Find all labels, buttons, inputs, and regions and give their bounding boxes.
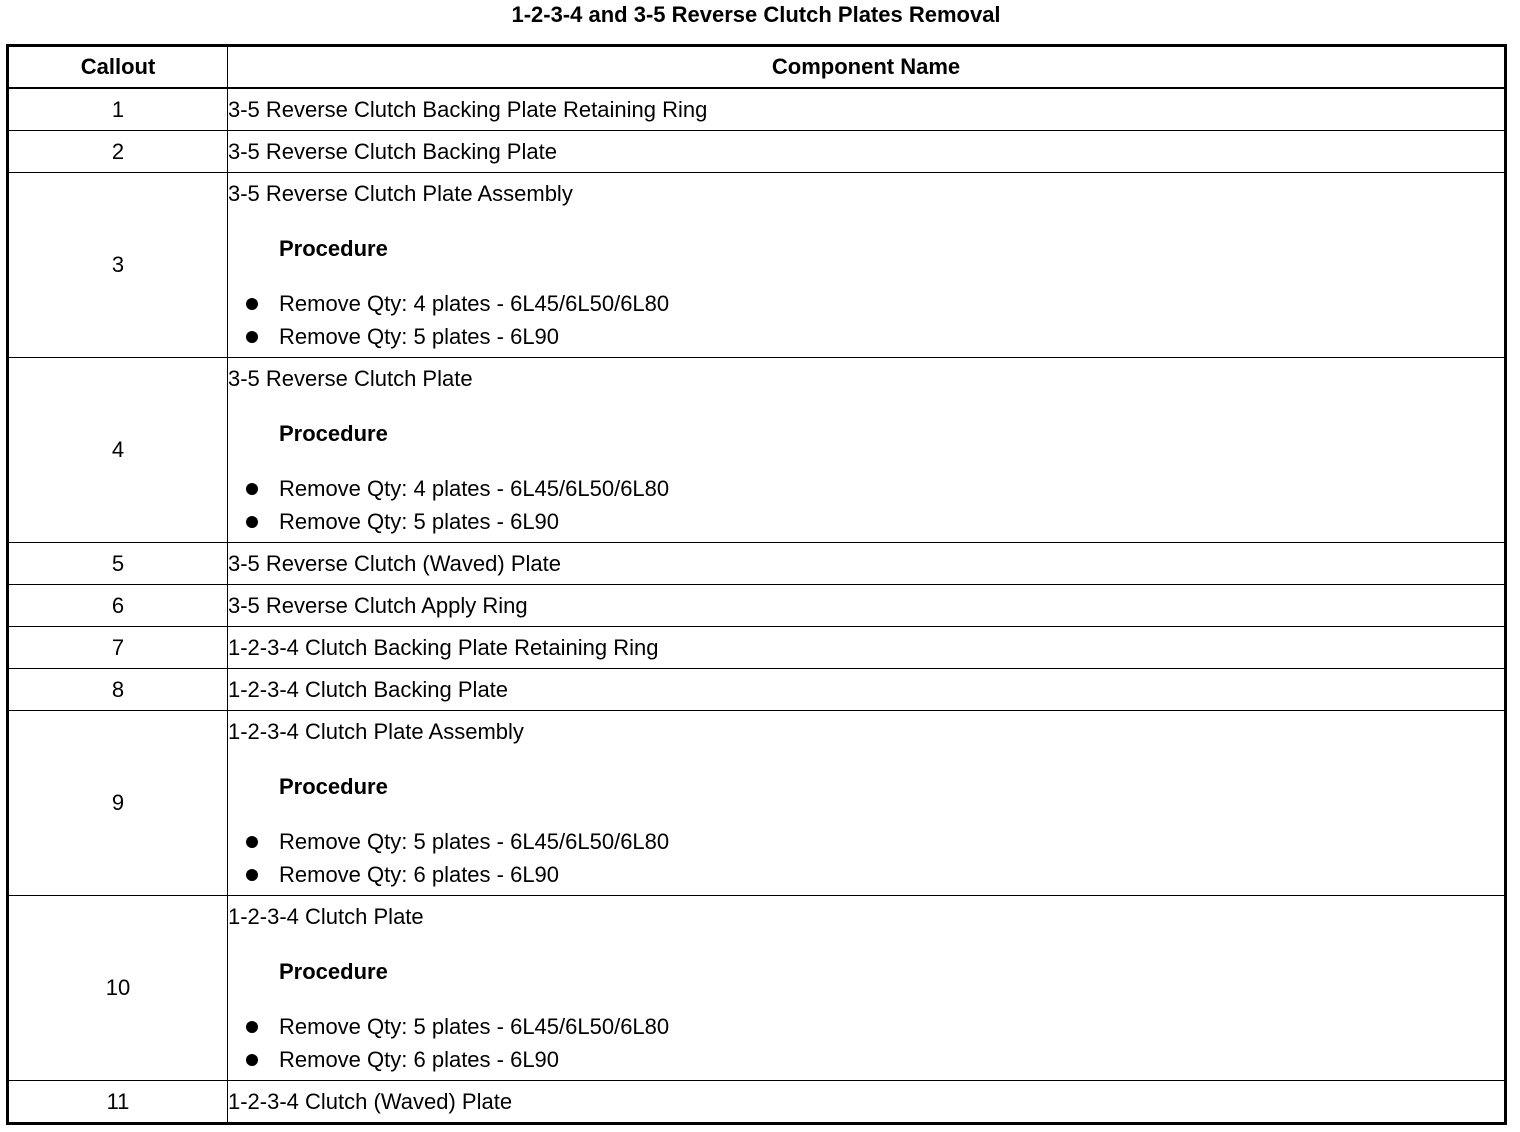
callout-cell: 3 [8,173,228,358]
component-name-cell: 3-5 Reverse Clutch Backing Plate Retaining Ring [228,88,1506,131]
callout-cell: 1 [8,88,228,131]
bullet-icon [246,1021,258,1033]
component-name: 3-5 Reverse Clutch Plate [228,366,473,391]
table-row [8,585,1506,627]
procedure-item-text: Remove Qty: 5 plates - 6L90 [279,509,560,534]
table-row [8,131,1506,173]
component-name-cell: 1-2-3-4 Clutch Backing Plate [228,669,1506,711]
procedure-heading: Procedure [279,236,388,261]
procedure-item [228,476,669,509]
table-row [8,1081,1506,1124]
callout-cell: 5 [8,543,228,585]
table-header-row [8,46,1506,89]
procedure-item-text: Remove Qty: 4 plates - 6L45/6L50/6L80 [279,476,670,501]
bullet-icon [246,298,258,310]
procedure-item-text: Remove Qty: 6 plates - 6L90 [279,1047,560,1072]
procedure-item-text: Remove Qty: 5 plates - 6L90 [279,324,560,349]
procedure-heading: Procedure [279,959,388,984]
callout-cell: 7 [8,627,228,669]
table-row [8,543,1506,585]
bullet-icon [246,1054,258,1066]
component-name-cell: 3-5 Reverse Clutch Backing Plate [228,131,1506,173]
procedure-item [228,324,669,357]
procedure-item-text: Remove Qty: 6 plates - 6L90 [279,862,560,887]
callout-cell: 10 [8,896,228,1081]
procedure-list [228,1014,669,1080]
bullet-icon [246,331,258,343]
callout-cell: 11 [8,1081,228,1124]
procedure-list [228,291,669,357]
procedure-item [228,1014,669,1047]
component-name-cell: 1-2-3-4 Clutch Backing Plate Retaining Ring [228,627,1506,669]
procedure-heading: Procedure [279,774,388,799]
table-row [8,896,1506,1081]
callout-cell: 4 [8,358,228,543]
table-row [8,627,1506,669]
callout-cell: 6 [8,585,228,627]
procedure-list [228,476,669,542]
table-row [8,711,1506,896]
component-name-cell [228,711,1506,896]
bullet-icon [246,483,258,495]
table-row [8,173,1506,358]
callout-column-header: Callout [8,46,228,89]
procedure-item-text: Remove Qty: 5 plates - 6L45/6L50/6L80 [279,1014,670,1039]
callout-cell: 2 [8,131,228,173]
component-name-column-header: Component Name [228,46,1506,89]
procedure-item [228,509,669,542]
callout-cell: 8 [8,669,228,711]
component-name: 1-2-3-4 Clutch Plate Assembly [228,719,524,744]
components-table [6,44,1507,1125]
procedure-item [228,1047,669,1080]
component-name-cell [228,896,1506,1081]
procedure-item [228,291,669,324]
bullet-icon [246,836,258,848]
procedure-item [228,862,669,895]
component-name-cell: 3-5 Reverse Clutch (Waved) Plate [228,543,1506,585]
document-title: 1-2-3-4 and 3-5 Reverse Clutch Plates Removal [511,2,1001,27]
component-name-cell: 3-5 Reverse Clutch Apply Ring [228,585,1506,627]
component-name-cell [228,173,1506,358]
component-name: 3-5 Reverse Clutch Plate Assembly [228,181,573,206]
table-row [8,358,1506,543]
component-name-cell [228,358,1506,543]
procedure-list [228,829,669,895]
bullet-icon [246,516,258,528]
callout-cell: 9 [8,711,228,896]
procedure-item-text: Remove Qty: 4 plates - 6L45/6L50/6L80 [279,291,670,316]
procedure-item [228,829,669,862]
bullet-icon [246,869,258,881]
procedure-heading: Procedure [279,421,388,446]
component-name-cell: 1-2-3-4 Clutch (Waved) Plate [228,1081,1506,1124]
component-name: 1-2-3-4 Clutch Plate [228,904,424,929]
table-row [8,669,1506,711]
procedure-item-text: Remove Qty: 5 plates - 6L45/6L50/6L80 [279,829,670,854]
table-row [8,88,1506,131]
